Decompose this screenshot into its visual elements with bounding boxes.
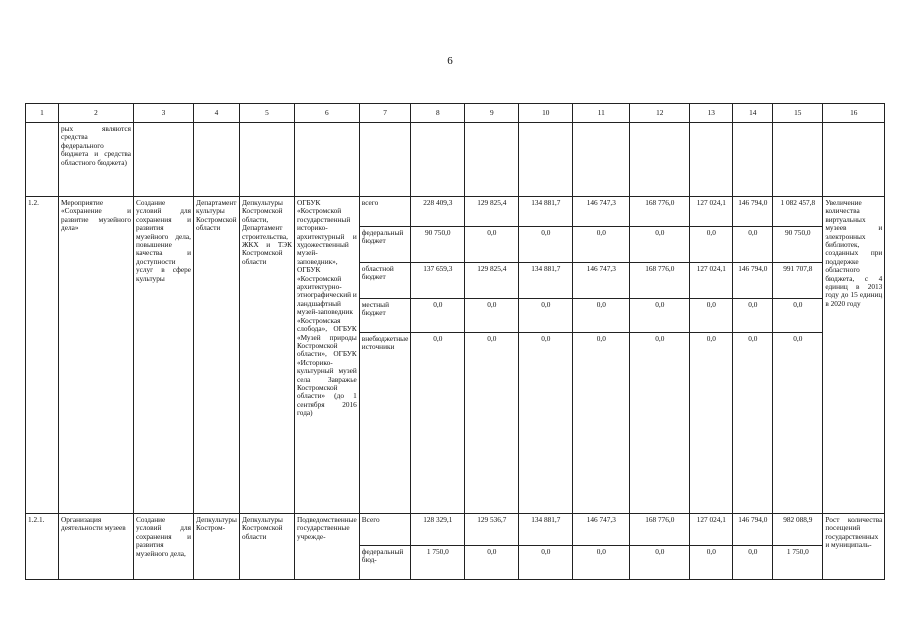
source-label: внебюджетные источники <box>359 333 411 514</box>
value-cell: 146 794,0 <box>733 514 773 546</box>
header-cell: 2 <box>59 104 134 123</box>
value-cell: 127 024,1 <box>690 263 733 299</box>
executor: ОГБУК «Костромской государственный историко-архитектурный и художественный музей-заповедник», ОГБУК «Костромской архитектурно-этнографический и ландшафтный музей-заповедник «Костромская слобода», ОГБУК «Музей природы Костромской области», ОГБУК «Историко-культурный музей села Завражье Костромской области» (до 1 сентября 2016 года) <box>294 197 359 514</box>
header-cell: 3 <box>134 104 194 123</box>
header-cell: 16 <box>823 104 885 123</box>
program-table <box>25 103 885 580</box>
value-cell: 0,0 <box>690 299 733 333</box>
page-number: 6 <box>447 55 453 67</box>
value-cell: 1 750,0 <box>773 546 823 580</box>
value-cell: 0,0 <box>573 546 630 580</box>
expected-result: Рост количества посещений государственных и муниципаль- <box>823 514 885 580</box>
value-cell: 0,0 <box>773 299 823 333</box>
activity-name: Мероприятие «Сохранение и развитие музейного дела» <box>59 197 134 514</box>
value-cell: 134 881,7 <box>519 514 573 546</box>
value-cell: 168 776,0 <box>630 263 690 299</box>
header-cell: 12 <box>630 104 690 123</box>
value-cell: 0,0 <box>773 333 823 514</box>
source-label: областной бюджет <box>359 263 411 299</box>
activity-name: Организация деятельности музеев <box>59 514 134 580</box>
value-cell: 134 881,7 <box>519 263 573 299</box>
value-cell: 0,0 <box>630 333 690 514</box>
value-cell: 137 659,3 <box>411 263 465 299</box>
value-cell: 129 825,4 <box>465 263 519 299</box>
value-cell: 0,0 <box>733 546 773 580</box>
value-cell: 0,0 <box>465 333 519 514</box>
value-cell: 128 329,1 <box>411 514 465 546</box>
source-label: Всего <box>359 514 411 546</box>
co-executor: Депкультуры Костромской области, Департамент строительства, ЖКХ и ТЭК Костромской области <box>239 197 294 514</box>
table-row <box>26 197 885 227</box>
row-number: 1.2. <box>26 197 59 514</box>
header-cell: 10 <box>519 104 573 123</box>
value-cell: 0,0 <box>519 227 573 263</box>
header-cell: 8 <box>411 104 465 123</box>
value-cell: 0,0 <box>411 333 465 514</box>
value-cell: 127 024,1 <box>690 514 733 546</box>
source-label: местный бюджет <box>359 299 411 333</box>
value-cell: 0,0 <box>465 299 519 333</box>
value-cell: 0,0 <box>630 546 690 580</box>
value-cell: 0,0 <box>411 299 465 333</box>
header-cell: 4 <box>194 104 240 123</box>
header-cell: 1 <box>26 104 59 123</box>
header-row <box>26 104 885 123</box>
expected-result: Увеличение количества виртуальных музеев и электронных библиотек, созданных при поддержке областного бюджета, с 4 единиц в 2013 году до 15 единиц в 2020 году <box>823 197 885 514</box>
header-cell: 9 <box>465 104 519 123</box>
header-cell: 6 <box>294 104 359 123</box>
header-cell: 14 <box>733 104 773 123</box>
value-cell: 0,0 <box>465 546 519 580</box>
coordinator: Департамент культуры Костромской области <box>194 197 240 514</box>
value-cell: 134 881,7 <box>519 197 573 227</box>
value-cell: 0,0 <box>519 299 573 333</box>
value-cell: 0,0 <box>733 227 773 263</box>
row-number: 1.2.1. <box>26 514 59 580</box>
value-cell: 127 024,1 <box>690 197 733 227</box>
value-cell: 0,0 <box>733 333 773 514</box>
value-cell: 146 747,3 <box>573 263 630 299</box>
value-cell: 146 747,3 <box>573 197 630 227</box>
header-cell: 11 <box>573 104 630 123</box>
executor: Подведомственные государственные учрежде- <box>294 514 359 580</box>
value-cell: 0,0 <box>690 333 733 514</box>
value-cell: 0,0 <box>573 227 630 263</box>
value-cell: 1 082 457,8 <box>773 197 823 227</box>
value-cell: 129 536,7 <box>465 514 519 546</box>
value-cell: 90 750,0 <box>773 227 823 263</box>
value-cell: 90 750,0 <box>411 227 465 263</box>
value-cell: 0,0 <box>519 333 573 514</box>
value-cell: 146 747,3 <box>573 514 630 546</box>
activity-goal: Создание условий для сохранения и развития музейного дела, <box>134 514 194 580</box>
value-cell: 146 794,0 <box>733 197 773 227</box>
source-label: всего <box>359 197 411 227</box>
value-cell: 0,0 <box>630 299 690 333</box>
value-cell: 146 794,0 <box>733 263 773 299</box>
table-row <box>26 514 885 546</box>
value-cell: 168 776,0 <box>630 514 690 546</box>
continuation-text: рых являются средства федерального бюджета и средства областного бюджета) <box>59 123 134 197</box>
co-executor: Депкультуры Костромской области <box>239 514 294 580</box>
activity-goal: Создание условий для сохранения и развития музейного дела, повышение качества и доступности услуг в сфере культуры <box>134 197 194 514</box>
value-cell: 982 088,9 <box>773 514 823 546</box>
value-cell: 0,0 <box>690 227 733 263</box>
header-cell: 13 <box>690 104 733 123</box>
value-cell: 0,0 <box>519 546 573 580</box>
header-cell: 7 <box>359 104 411 123</box>
value-cell: 129 825,4 <box>465 197 519 227</box>
value-cell: 0,0 <box>630 227 690 263</box>
value-cell: 991 707,8 <box>773 263 823 299</box>
value-cell: 168 776,0 <box>630 197 690 227</box>
coordinator: Депкультуры Костром- <box>194 514 240 580</box>
continuation-row <box>26 123 885 197</box>
value-cell: 0,0 <box>733 299 773 333</box>
source-label: федеральный бюд- <box>359 546 411 580</box>
header-cell: 15 <box>773 104 823 123</box>
value-cell: 0,0 <box>573 333 630 514</box>
header-cell: 5 <box>239 104 294 123</box>
value-cell: 0,0 <box>573 299 630 333</box>
value-cell: 0,0 <box>465 227 519 263</box>
value-cell: 1 750,0 <box>411 546 465 580</box>
value-cell: 0,0 <box>690 546 733 580</box>
source-label: федеральный бюджет <box>359 227 411 263</box>
value-cell: 228 409,3 <box>411 197 465 227</box>
